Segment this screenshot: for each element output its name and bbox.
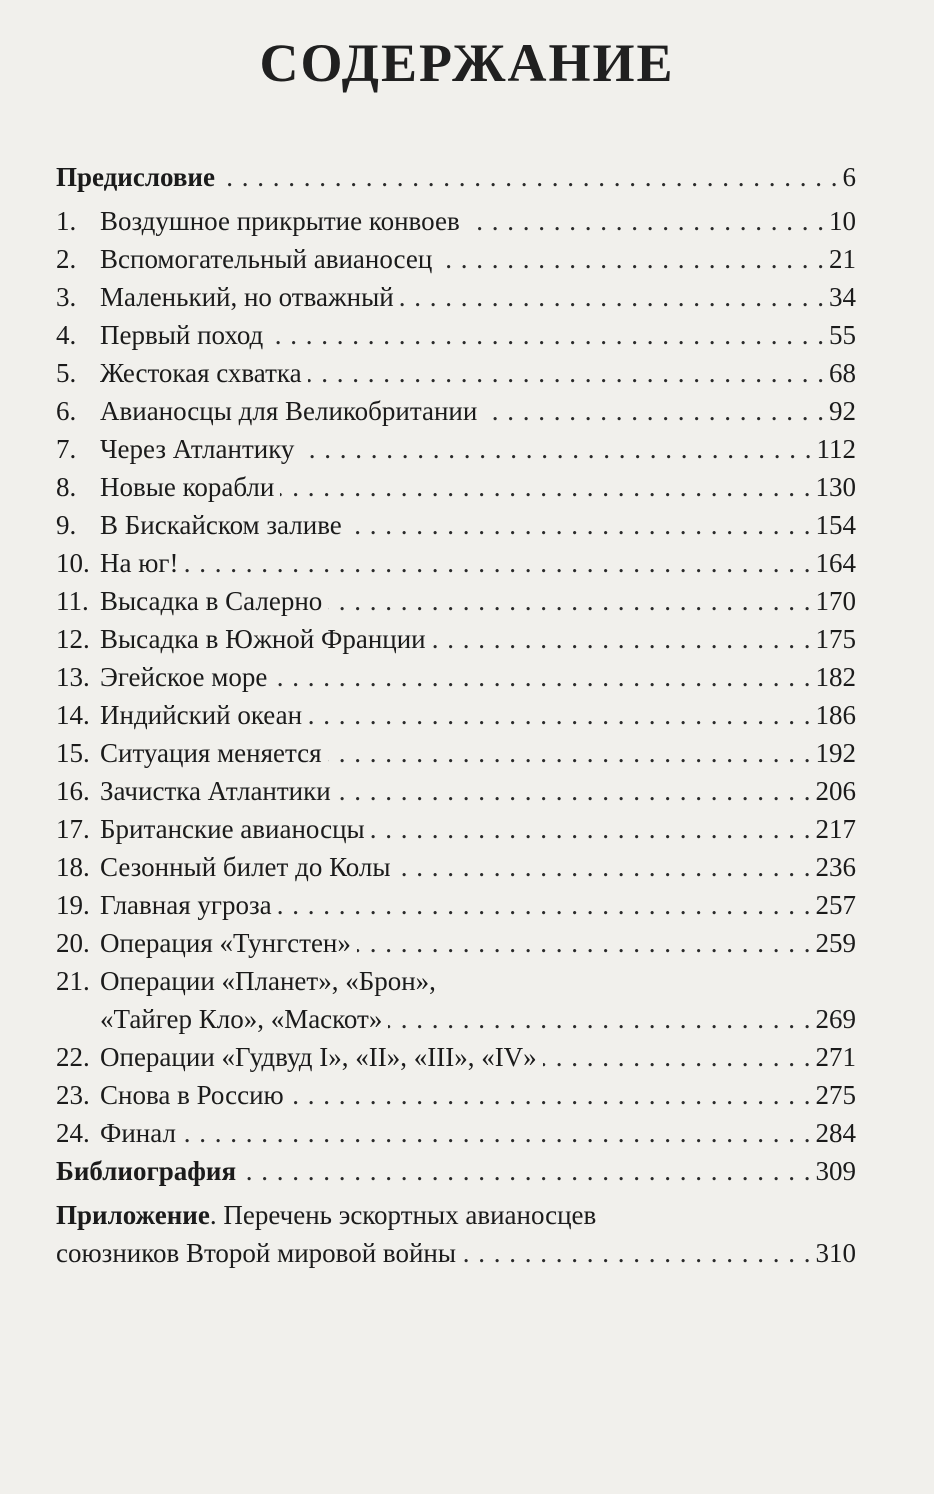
toc-entry-12	[56, 620, 856, 658]
toc-entry-page: 257	[812, 886, 857, 924]
leader-dots	[543, 1038, 812, 1076]
toc-entry-label: Операции «Гудвуд I», «II», «III», «IV»	[100, 1038, 543, 1076]
toc-entry-23	[56, 1076, 856, 1114]
leader-dots	[438, 240, 825, 278]
leader-dots	[221, 158, 839, 196]
toc-entry-19	[56, 886, 856, 924]
leader-dots	[388, 1000, 811, 1038]
toc-entry-number: 5.	[56, 358, 77, 388]
toc-entry-page: 130	[812, 468, 857, 506]
toc-entry-page: 186	[812, 696, 857, 734]
toc-entry-page: 154	[812, 506, 857, 544]
toc-entry-label: Высадка в Салерно	[100, 582, 328, 620]
toc-entry-page: 34	[825, 278, 856, 316]
leader-dots	[357, 924, 812, 962]
page-title: СОДЕРЖАНИЕ	[259, 33, 675, 93]
appendix-label: Приложение	[56, 1200, 210, 1230]
toc-entry-label: Жестокая схватка	[100, 354, 308, 392]
leader-dots	[242, 1152, 811, 1190]
toc-entry-page: 192	[812, 734, 857, 772]
toc-entry-page: 217	[812, 810, 857, 848]
toc-entry-13	[56, 658, 856, 696]
toc-entry-label: Библиография	[56, 1152, 242, 1190]
leader-dots	[432, 620, 812, 658]
toc-entry-22	[56, 1038, 856, 1076]
toc-entry-number: 20.	[56, 928, 90, 958]
toc-entry-label-continued: «Тайгер Кло», «Маскот»	[100, 1000, 388, 1038]
toc-entry-number: 13.	[56, 662, 90, 692]
toc-entry-page: 259	[812, 924, 857, 962]
toc-entry-page: 182	[812, 658, 857, 696]
toc-entry-10	[56, 544, 856, 582]
toc-entry-11	[56, 582, 856, 620]
toc-entry-20	[56, 924, 856, 962]
toc-entry-21-cont	[56, 1000, 856, 1038]
toc-entry-page: 6	[839, 158, 857, 196]
toc-entry-15	[56, 734, 856, 772]
toc-entry-number: 22.	[56, 1042, 90, 1072]
toc-entry-label: Авианосцы для Великобритании	[100, 392, 483, 430]
toc-entry-label: Эгейское море	[100, 658, 273, 696]
toc-entry-8	[56, 468, 856, 506]
toc-entry-label: Маленький, но отважный	[100, 278, 400, 316]
toc-entry-preface	[56, 158, 856, 196]
toc-entry-number: 12.	[56, 624, 90, 654]
toc-entry-label: Ситуация меняется	[100, 734, 328, 772]
toc-entry-label: Предисловие	[56, 158, 221, 196]
leader-dots	[308, 354, 825, 392]
toc-entry-number: 4.	[56, 320, 77, 350]
toc-entry-number: 3.	[56, 282, 77, 312]
leader-dots	[337, 772, 812, 810]
leader-dots	[290, 1076, 812, 1114]
leader-dots	[328, 734, 812, 772]
leader-dots	[300, 430, 812, 468]
toc-entry-21	[56, 962, 856, 1000]
toc-entry-label: Высадка в Южной Франции	[100, 620, 432, 658]
toc-entry-17	[56, 810, 856, 848]
toc-entry-label: Новые корабли	[100, 468, 280, 506]
toc-entry-6	[56, 392, 856, 430]
toc-entry-page: 112	[813, 430, 857, 468]
toc-entry-label: Через Атлантику	[100, 430, 300, 468]
toc-entry-number: 9.	[56, 510, 77, 540]
toc-entry-number: 19.	[56, 890, 90, 920]
toc-entry-appendix	[56, 1196, 856, 1234]
toc-entry-7	[56, 430, 856, 468]
toc-entry-label: Снова в Россию	[100, 1076, 290, 1114]
toc-entry-number: 18.	[56, 852, 90, 882]
toc-entry-number: 2.	[56, 244, 77, 274]
toc-entry-16	[56, 772, 856, 810]
toc-entry-number: 21.	[56, 966, 90, 996]
toc-entry-page: 55	[825, 316, 856, 354]
toc-entry-appendix-cont	[56, 1234, 856, 1272]
leader-dots	[397, 848, 812, 886]
toc-entry-label: Финал	[100, 1114, 182, 1152]
toc-entry-2	[56, 240, 856, 278]
toc-entry-number: 17.	[56, 814, 90, 844]
toc-entry-page: 309	[812, 1152, 857, 1190]
toc-entry-page: 10	[825, 202, 856, 240]
toc-entry-18	[56, 848, 856, 886]
toc-entry-page: 271	[812, 1038, 857, 1076]
leader-dots	[371, 810, 812, 848]
toc-entry-page: 21	[825, 240, 856, 278]
table-of-contents	[56, 158, 856, 1272]
toc-entry-page: 164	[812, 544, 857, 582]
toc-entry-5	[56, 354, 856, 392]
toc-entry-number: 23.	[56, 1080, 90, 1110]
toc-entry-9	[56, 506, 856, 544]
toc-entry-label: Зачистка Атлантики	[100, 772, 337, 810]
toc-entry-page: 170	[812, 582, 857, 620]
toc-entry-number: 10.	[56, 548, 90, 578]
toc-entry-number: 1.	[56, 206, 77, 236]
toc-entry-3	[56, 278, 856, 316]
leader-dots	[462, 1234, 811, 1272]
toc-entry-label: Индийский океан	[100, 696, 308, 734]
toc-entry-label: В Бискайском заливе	[100, 506, 348, 544]
toc-entry-label: Первый поход	[100, 316, 269, 354]
toc-entry-page: 269	[812, 1000, 857, 1038]
leader-dots	[182, 1114, 812, 1152]
toc-entry-label: На юг!	[100, 544, 184, 582]
toc-entry-label: Сезонный билет до Колы	[100, 848, 397, 886]
toc-entry-label-continued: союзников Второй мировой войны	[56, 1234, 462, 1272]
toc-entry-number: 7.	[56, 434, 77, 464]
toc-entry-page: 175	[812, 620, 857, 658]
leader-dots	[400, 278, 825, 316]
toc-entry-label: Операции «Планет», «Брон»,	[100, 962, 442, 1000]
leader-dots	[483, 392, 825, 430]
appendix-title: . Перечень эскортных авианосцев	[209, 1200, 597, 1230]
leader-dots	[278, 886, 812, 924]
leader-dots	[328, 582, 811, 620]
toc-entry-label: Британские авианосцы	[100, 810, 371, 848]
toc-entry-4	[56, 316, 856, 354]
leader-dots	[280, 468, 811, 506]
toc-entry-number: 14.	[56, 700, 90, 730]
toc-entry-number: 8.	[56, 472, 77, 502]
leader-dots	[273, 658, 811, 696]
toc-entry-24	[56, 1114, 856, 1152]
toc-entry-number: 15.	[56, 738, 90, 768]
toc-entry-label: Воздушное прикрытие конвоев	[100, 202, 466, 240]
toc-entry-number: 24.	[56, 1118, 90, 1148]
leader-dots	[466, 202, 825, 240]
toc-entry-page: 92	[825, 392, 856, 430]
toc-entry-page: 310	[812, 1234, 857, 1272]
toc-entry-14	[56, 696, 856, 734]
toc-entry-1	[56, 202, 856, 240]
leader-dots	[348, 506, 812, 544]
leader-dots	[184, 544, 811, 582]
toc-entry-label: Вспомогательный авианосец	[100, 240, 438, 278]
toc-entry-page: 284	[812, 1114, 857, 1152]
toc-entry-page: 68	[825, 354, 856, 392]
toc-entry-page: 206	[812, 772, 857, 810]
leader-dots	[269, 316, 825, 354]
toc-entry-page: 236	[812, 848, 857, 886]
toc-entry-label: Операция «Тунгстен»	[100, 924, 357, 962]
toc-entry-number: 16.	[56, 776, 90, 806]
toc-entry-label: Главная угроза	[100, 886, 278, 924]
toc-entry-page: 275	[812, 1076, 857, 1114]
toc-entry-number: 6.	[56, 396, 77, 426]
toc-entry-number: 11.	[56, 586, 89, 616]
leader-dots	[308, 696, 811, 734]
toc-entry-bibliography	[56, 1152, 856, 1190]
